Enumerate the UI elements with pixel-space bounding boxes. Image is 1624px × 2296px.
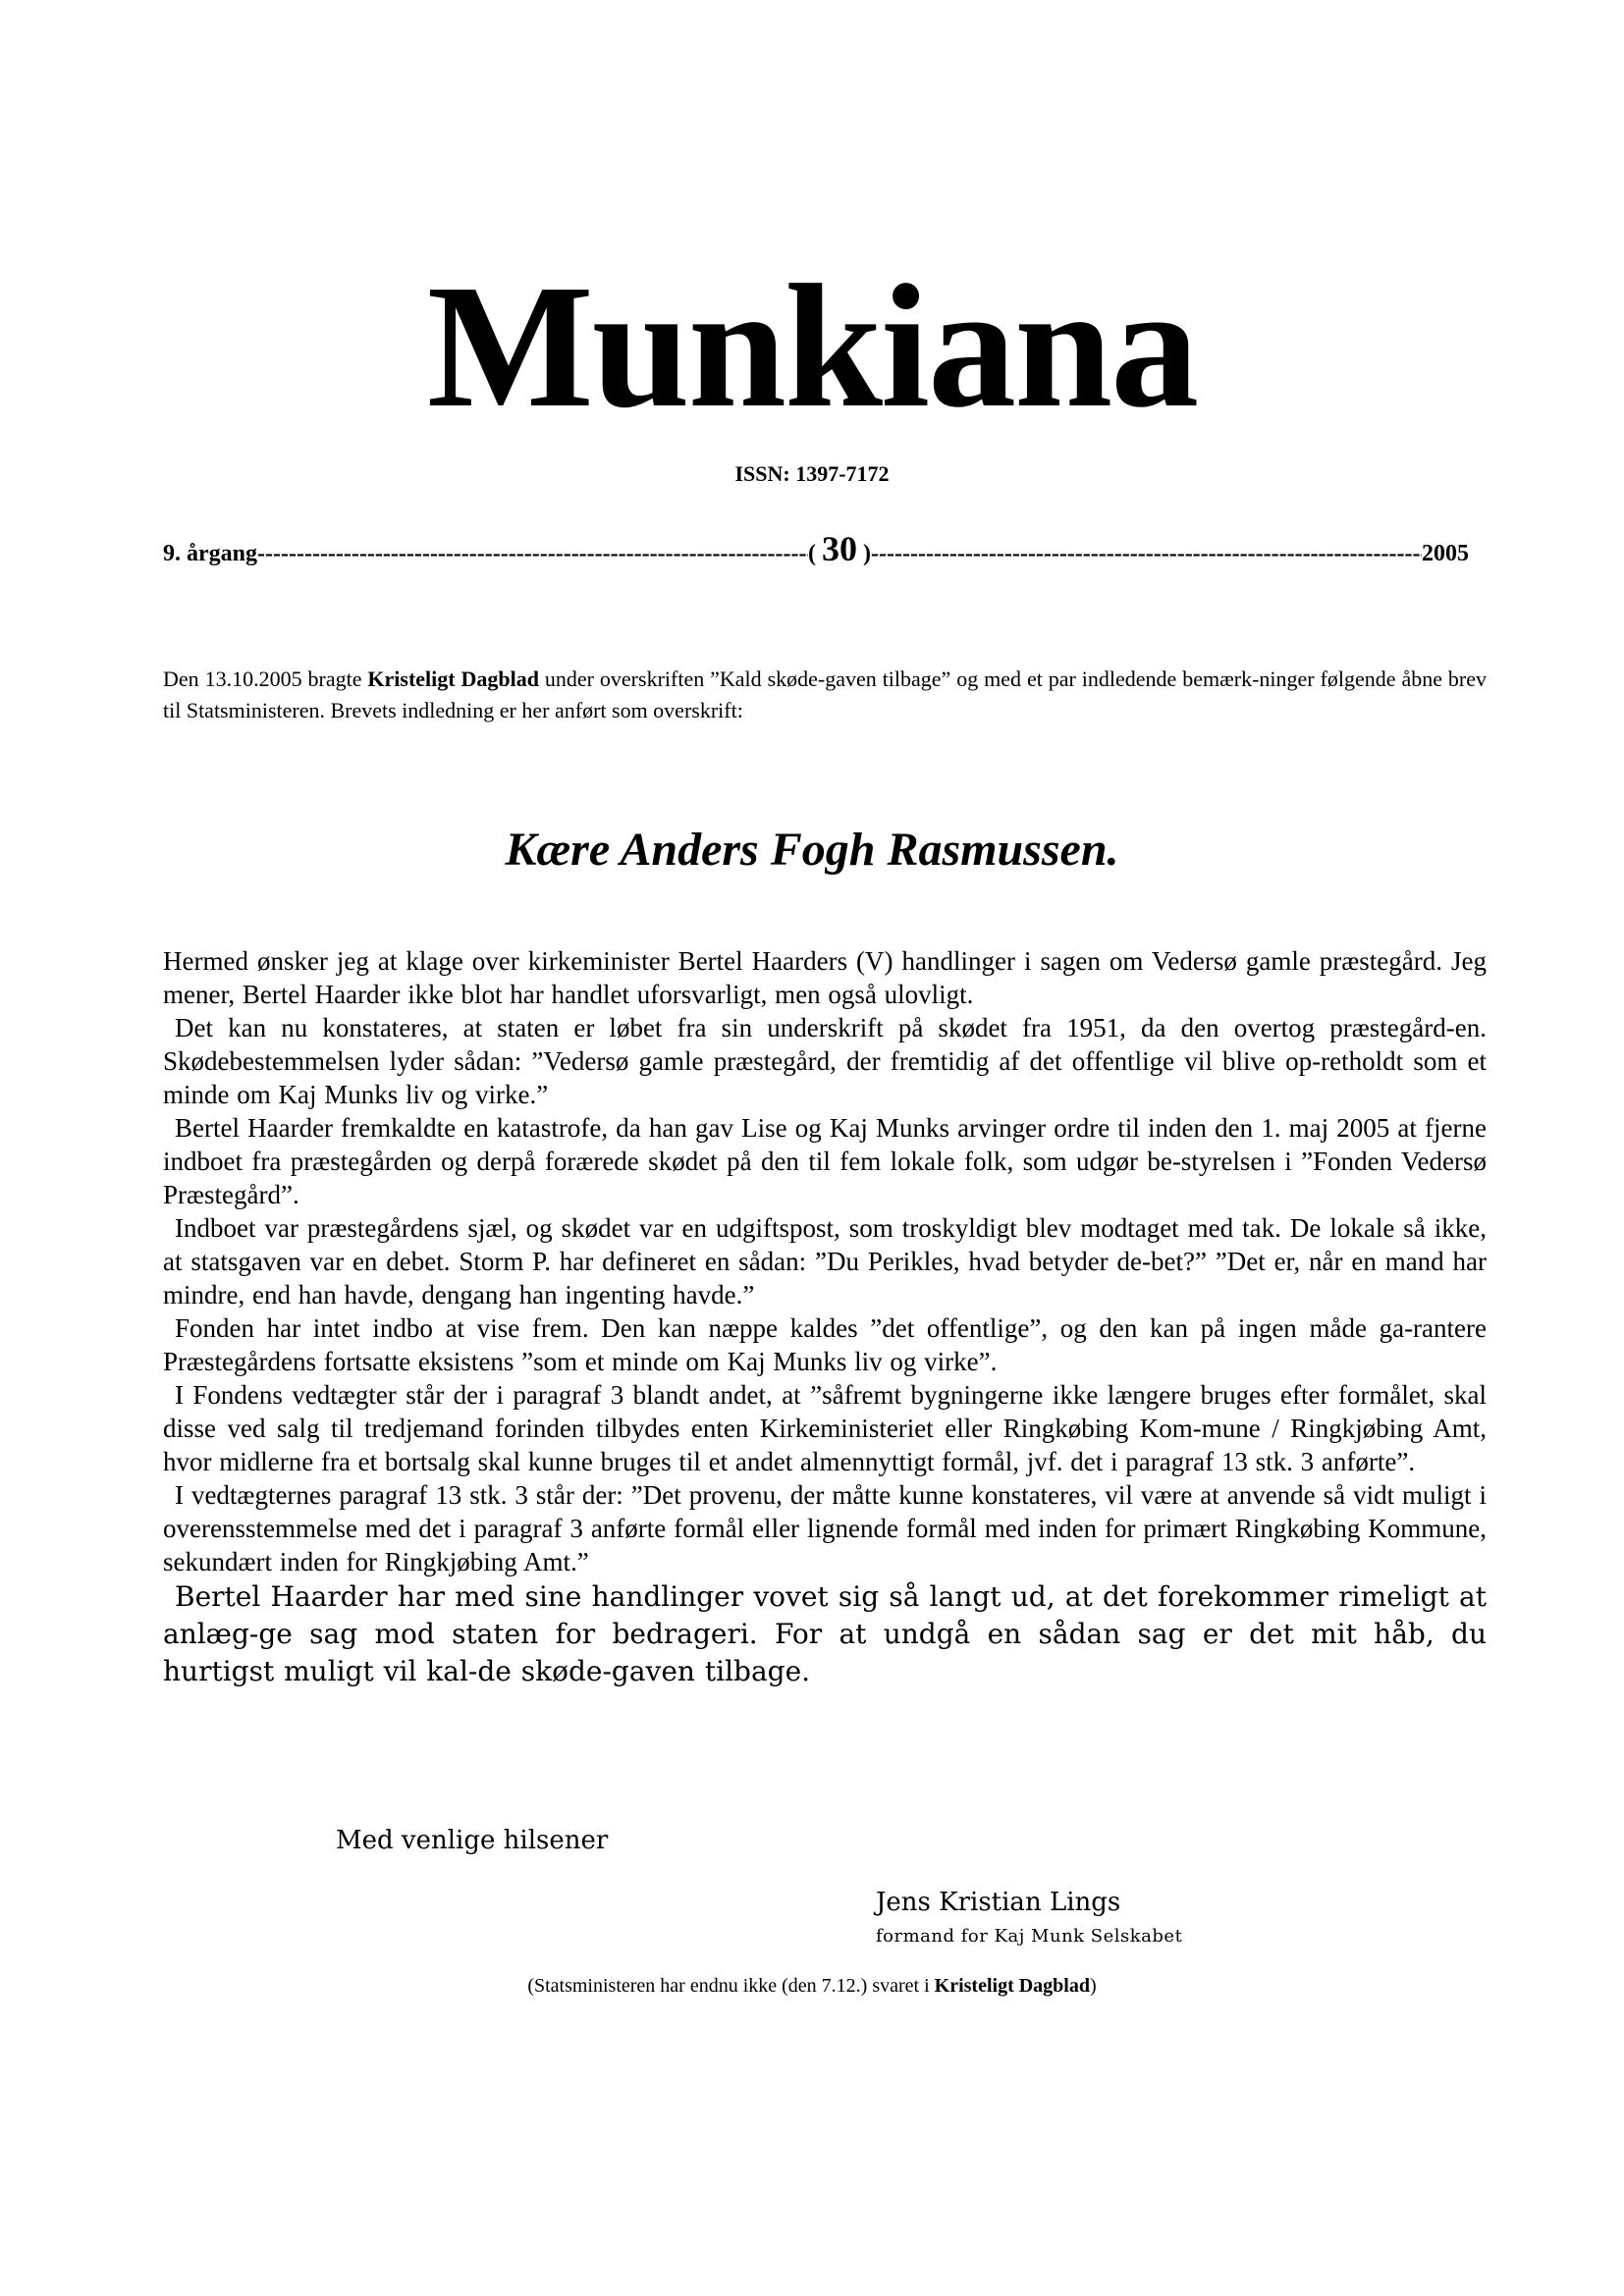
- letter-paragraph: I Fondens vedtægter står der i paragraf 3 blandt andet, at ”såfremt bygningerne ikke længere bruges efter formålet, skal disse ved salg til tredjemand forinden tilbydes enten Kirkeministeriet eller Ringkøbing Kom-mune / Ringkjøbing Amt, hvor midlerne fra et bortsalg skal kunne bruges til et andet almennyttigt formål, jvf. det i paragraf 13 stk. 3 anførte”.: [163, 1380, 1487, 1476]
- letter-paragraph: Bertel Haarder har med sine handlinger vovet sig så langt ud, at det forekommer rimeligt at anlæg-ge sag mod staten for bedrageri. For at undgå en sådan sag er det mit håb, du hurtigst muligt vil kal-de skøde-gaven tilbage.: [163, 1580, 1487, 1687]
- issue-open-paren: (: [808, 541, 816, 566]
- footnote-part: (Statsministeren har endnu ikke (den 7.12.) svaret i: [527, 1975, 935, 1997]
- intro-part: under overskriften ”Kald skøde-gaven tilbage” og med et par indledende bemærk-ninger følgende åbne brev til Statsministeren. Brevets indledning er her anført som overskrift:: [163, 667, 1487, 722]
- newspaper-name: Kristeligt Dagblad: [367, 667, 539, 691]
- footnote-part: ): [1090, 1975, 1097, 1997]
- year-label: 2005: [1422, 541, 1469, 566]
- closing-greeting: Med venlige hilsener: [336, 1826, 609, 1855]
- letter-paragraph: Bertel Haarder fremkaldte en katastrofe, da han gav Lise og Kaj Munks arvinger ordre til inden den 1. maj 2005 at fjerne indboet fra præstegården og derpå forærede skødet på den til fem lokale folk, som udgør be-styrelsen i ”Fonden Vedersø Præstegård”.: [163, 1113, 1487, 1209]
- newspaper-name: Kristeligt Dagblad: [934, 1975, 1090, 1997]
- signer-title: formand for Kaj Munk Selskabet: [876, 1926, 1183, 1947]
- intro-part: Den 13.10.2005 bragte: [163, 667, 368, 691]
- divider-dashes: [257, 541, 808, 567]
- letter-paragraph: Indboet var præstegårdens sjæl, og skødet var en udgiftspost, som troskyldigt blev modtaget med tak. De lokale så ikke, at statsgaven var en debet. Storm P. har defineret en sådan: ”Du Perikles, hvad betyder de-bet?” ”Det er, når en mand har mindre, end han havde, dengang han ingenting havde.”: [163, 1213, 1487, 1309]
- divider-dashes: [871, 541, 1422, 567]
- issue-close-paren: ): [863, 541, 871, 566]
- letter-salutation: Kære Anders Fogh Rasmussen.: [505, 824, 1119, 876]
- volume-label: 9. årgang: [163, 541, 257, 566]
- intro-text: [163, 664, 1487, 726]
- signer-name: Jens Kristian Lings: [876, 1888, 1121, 1917]
- letter-paragraph: Det kan nu konstateres, at staten er løbet fra sin underskrift på skødet fra 1951, da den overtog præstegård-en. Skødebestemmelsen lyder sådan: ”Vedersø gamle præstegård, der fremtidig af det offentlige vil blive op-retholdt som et minde om Kaj Munks liv og virke.”: [163, 1013, 1487, 1109]
- footnote: [0, 1975, 1624, 1998]
- issue-line: [163, 528, 1469, 569]
- letter-paragraph: I vedtægternes paragraf 13 stk. 3 står der: ”Det provenu, der måtte kunne konstateres, vil være at anvende så vidt muligt i overensstemmelse med det i paragraf 3 anførte formål eller lignende formål med inden for primært Ringkøbing Kommune, sekundært inden for Ringkjøbing Amt.”: [163, 1480, 1487, 1576]
- issn-number: ISSN: 1397-7172: [734, 461, 890, 486]
- journal-title: Munkiana: [426, 248, 1198, 444]
- letter-paragraph: Hermed ønsker jeg at klage over kirkeminister Bertel Haarders (V) handlinger i sagen om Vedersø gamle præstegård. Jeg mener, Bertel Haarder ikke blot har handlet uforsvarligt, men også ulovligt.: [163, 946, 1487, 1009]
- issue-number: 30: [822, 529, 857, 568]
- letter-body: [163, 944, 1487, 1690]
- letter-paragraph: Fonden har intet indbo at vise frem. Den kan næppe kaldes ”det offentlige”, og den kan på ingen måde ga-rantere Præstegårdens fortsatte eksistens ”som et minde om Kaj Munks liv og virke”.: [163, 1313, 1487, 1376]
